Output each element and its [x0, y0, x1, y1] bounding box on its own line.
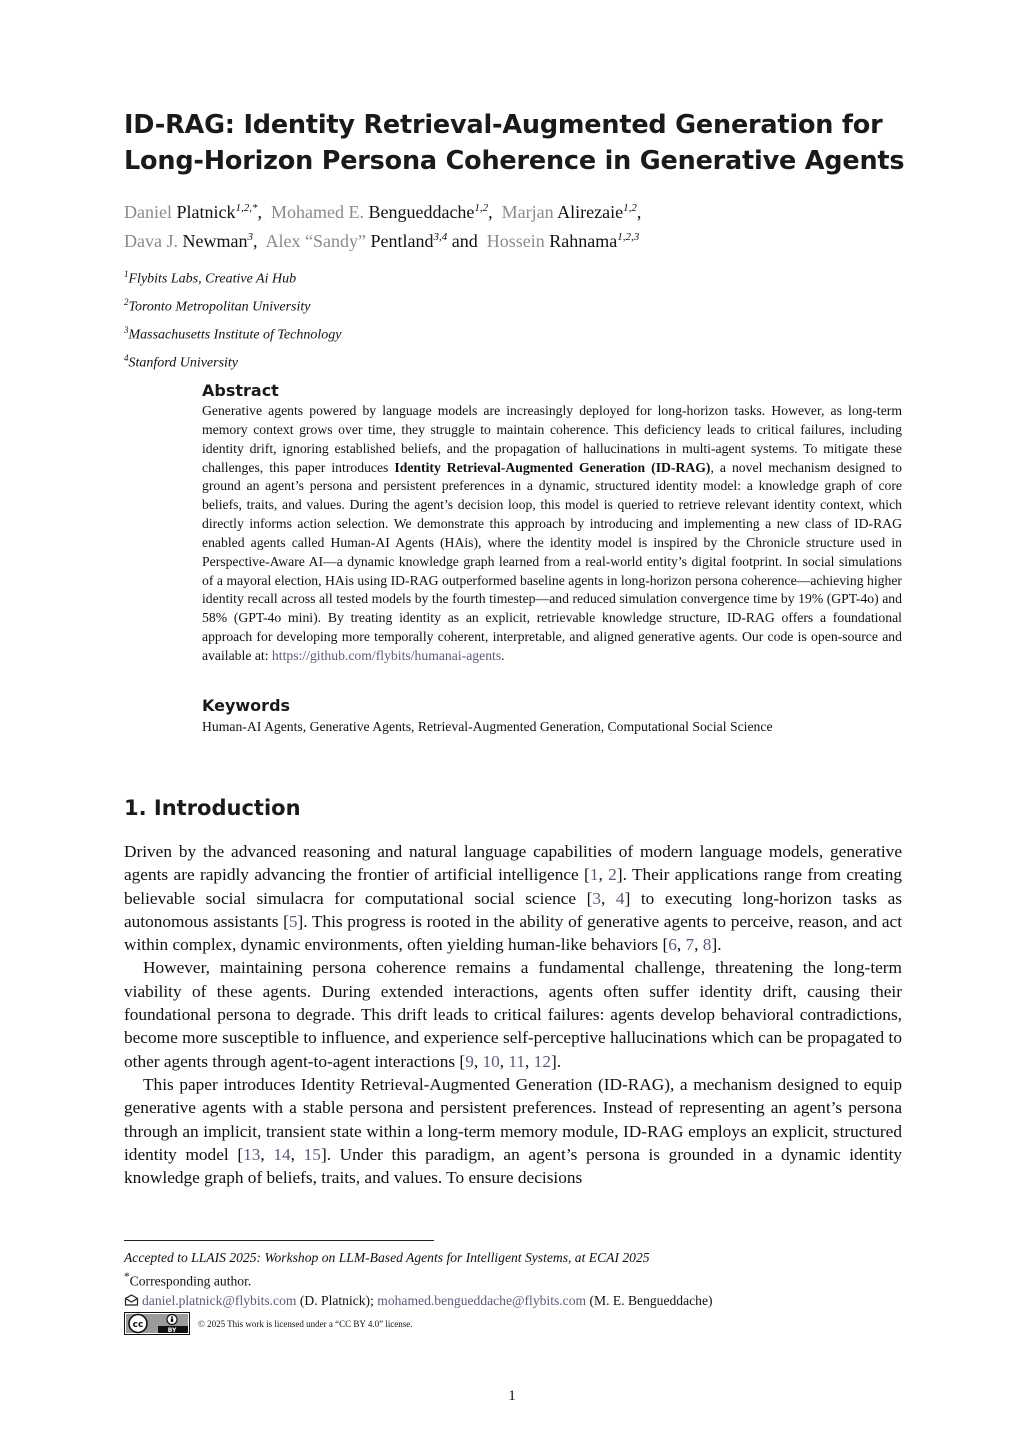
affiliation: $^1$Flybits Labs, Creative Ai Hub [124, 269, 297, 287]
corresponding-author-note: *Corresponding author. [124, 1270, 252, 1289]
keywords-text: Human-AI Agents, Generative Agents, Retrieval-Augmented Generation, Computational Social Science [202, 719, 773, 734]
affiliation: $^4$Stanford University [124, 352, 239, 371]
title-line-1: ID-RAG: Identity Retrieval-Augmented Generation for [124, 110, 883, 140]
license-text: © 2025 This work is licensed under a “CC BY 4.0” license. [198, 1318, 413, 1329]
citation-link[interactable]: 7 [685, 935, 695, 955]
abstract-bold-term: Identity Retrieval-Augmented Generation (ID-RAG) [394, 459, 711, 475]
citation-link[interactable]: 10 [482, 1051, 500, 1071]
author-emails: daniel.platnick@flybits.com (D. Platnick); mohamed.bengueddache@flybits.com (M. E. Bengueddache) [124, 1291, 904, 1311]
affiliation-list [124, 263, 624, 375]
author-first-name: Mohamed E. [270, 202, 364, 222]
abstract-heading: Abstract [202, 381, 279, 400]
introduction-body [124, 840, 902, 1189]
introduction-heading: 1. Introduction [124, 796, 301, 820]
email-link[interactable]: daniel.platnick@flybits.com [142, 1292, 297, 1308]
author-line-1: Daniel Platnick$^{1,2,*}$, Mohamed E. Bengueddache$^{1,2}$, Marjan Alirezaie$^{1,2}$, [124, 202, 642, 222]
keywords-heading: Keywords [202, 696, 291, 715]
author-and: and [451, 231, 478, 251]
citation-link[interactable]: 13 [243, 1144, 261, 1164]
intro-paragraph-1: Driven by the advanced reasoning and natural language capabilities of modern language models, generative agents are rapidly advancing the frontier of artificial intelligence [1, 2]. Their applications range from creating believable social simulacra for computational social science [3, 4] to executing long-horizon tasks as autonomous assistants [5]. This progress is rooted in the ability of generative agents to perceive, reason, and act within complex, dynamic environments, often yielding human-like behaviors [6, 7, 8]. [124, 842, 903, 955]
envelope-icon [124, 1294, 139, 1306]
author-last-name: Rahnama [549, 231, 618, 251]
citation-link[interactable]: 3 [592, 888, 602, 908]
abstract-text: Generative agents powered by language models are increasingly deployed for long-horizon tasks. However, as long-term memory context grows over time, they struggle to maintain coherence. This deficiency leads to critical failures, including identity drift, ignoring established beliefs, and the propagation of hallucinations in multi-agent systems. To mitigate these challenges, this paper introduces Identity Retrieval-Augmented Generation (ID-RAG), a novel mechanism designed to ground an agent’s persona and persistent preferences in a dynamic, structured identity model: a knowledge graph of core beliefs, traits, and values. During the agent’s decision loop, this model is queried to retrieve relevant identity context, which directly informs action selection. We demonstrate this approach by introducing and implementing a new class of ID-RAG enabled agents called Human-AI Agents (HAis), where the identity model is inspired by the Chronicle structure used in Perspective-Aware AI—a dynamic knowledge graph learned from a real-world entity’s digital footprint. In social simulations of a mayoral election, HAis using ID-RAG outperformed baseline agents in long-horizon persona coherence—achieving higher identity recall across all tested models by the fourth timestep—and reduced simulation convergence time by 19% (GPT-4o) and 58% (GPT-4o mini). By treating identity as an explicit, retrievable knowledge structure, ID-RAG offers a foundational approach for developing more temporally coherent, interpretable, and aligned generative agents. Our code is open-source and available at: https://github.com/flybits/humanai-agents. [202, 403, 903, 663]
author-first-name: Alex “Sandy” [265, 231, 366, 251]
citation-link[interactable]: 4 [615, 888, 625, 908]
keywords-section [202, 695, 902, 737]
affiliation: $^3$Massachusetts Institute of Technology [124, 324, 342, 343]
author-last-name: Alirezaie [557, 202, 624, 222]
paper-title [124, 107, 914, 179]
citation-link[interactable]: 14 [273, 1144, 291, 1164]
citation-link[interactable]: 1 [589, 865, 599, 885]
author-first-name: Dava J. [124, 231, 178, 251]
citation-link[interactable]: 11 [508, 1051, 526, 1071]
license-row [124, 1312, 904, 1335]
abstract-section [202, 380, 902, 666]
author-affil-sup: 1,2,* [235, 202, 258, 214]
author-affil-sup: 1,2,3 [617, 231, 640, 243]
author-last-name: Platnick [176, 202, 236, 222]
author-last-name: Newman [182, 231, 248, 251]
citation-link[interactable]: 15 [303, 1144, 321, 1164]
intro-paragraph-2: However, maintaining persona coherence remains a fundamental challenge, threatening the long-term viability of these agents. During extended interactions, agents often suffer identity drift, causing their foundational persona to degrade. This drift leads to critical failures: agents develop behavioral contradictions, become more susceptible to influence, and experience self-perceptive hallucinations which can be propagated to other agents through agent-to-agent interactions [9, 10, 11, 12]. [124, 958, 902, 1071]
citation-link[interactable]: 12 [533, 1051, 551, 1071]
citation-link[interactable]: 8 [702, 935, 712, 955]
footnotes [124, 1248, 904, 1335]
citation-link[interactable]: 6 [668, 935, 677, 955]
author-first-name: Hossein [486, 231, 545, 251]
citation-link[interactable]: 2 [608, 865, 617, 885]
affiliation: $^2$Toronto Metropolitan University [124, 296, 311, 315]
intro-paragraph-3: This paper introduces Identity Retrieval-Augmented Generation (ID-RAG), a mechanism designed to equip generative agents with a stable persona and persistent preferences. Instead of representing an agent’s persona through an implicit, transient state within a long-term memory module, ID-RAG employs an explicit, structured identity model [13, 14, 15]. Under this paradigm, an agent’s persona is grounded in a dynamic identity knowledge graph of beliefs, traits, and values. To ensure decisions [124, 1074, 903, 1188]
author-line-2: Dava J. Newman$^3$, Alex “Sandy” Pentland$^{3,4}$ and Hossein Rahnama$^{1,2,3}$ [124, 231, 640, 251]
page-number: 1 [508, 1388, 516, 1404]
author-first-name: Daniel [124, 202, 172, 222]
author-last-name: Pentland [370, 231, 434, 251]
author-affil-sup: 1,2 [474, 202, 489, 214]
author-affil-sup: 1,2 [623, 202, 637, 214]
title-line-2: Long-Horizon Persona Coherence in Generative Agents [124, 146, 905, 176]
author-list [124, 196, 904, 254]
code-repo-link[interactable]: https://github.com/flybits/humanai-agents [271, 647, 502, 663]
author-last-name: Bengueddache [368, 202, 475, 222]
acceptance-note: Accepted to LLAIS 2025: Workshop on LLM-Based Agents for Intelligent Systems, at ECAI 2025 [124, 1250, 650, 1265]
author-affil-sup: 3,4 [433, 231, 448, 243]
citation-link[interactable]: 9 [465, 1051, 474, 1071]
email-link[interactable]: mohamed.bengueddache@flybits.com [377, 1292, 587, 1308]
citation-link[interactable]: 5 [288, 911, 298, 931]
author-first-name: Marjan [501, 202, 554, 222]
author-affil-sup: 3 [247, 231, 253, 243]
cc-by-license-icon[interactable] [124, 1312, 190, 1335]
footnote-rule [124, 1240, 434, 1241]
cc-badge-right: BY [167, 1327, 177, 1335]
cc-badge-left: cc [132, 1320, 144, 1331]
